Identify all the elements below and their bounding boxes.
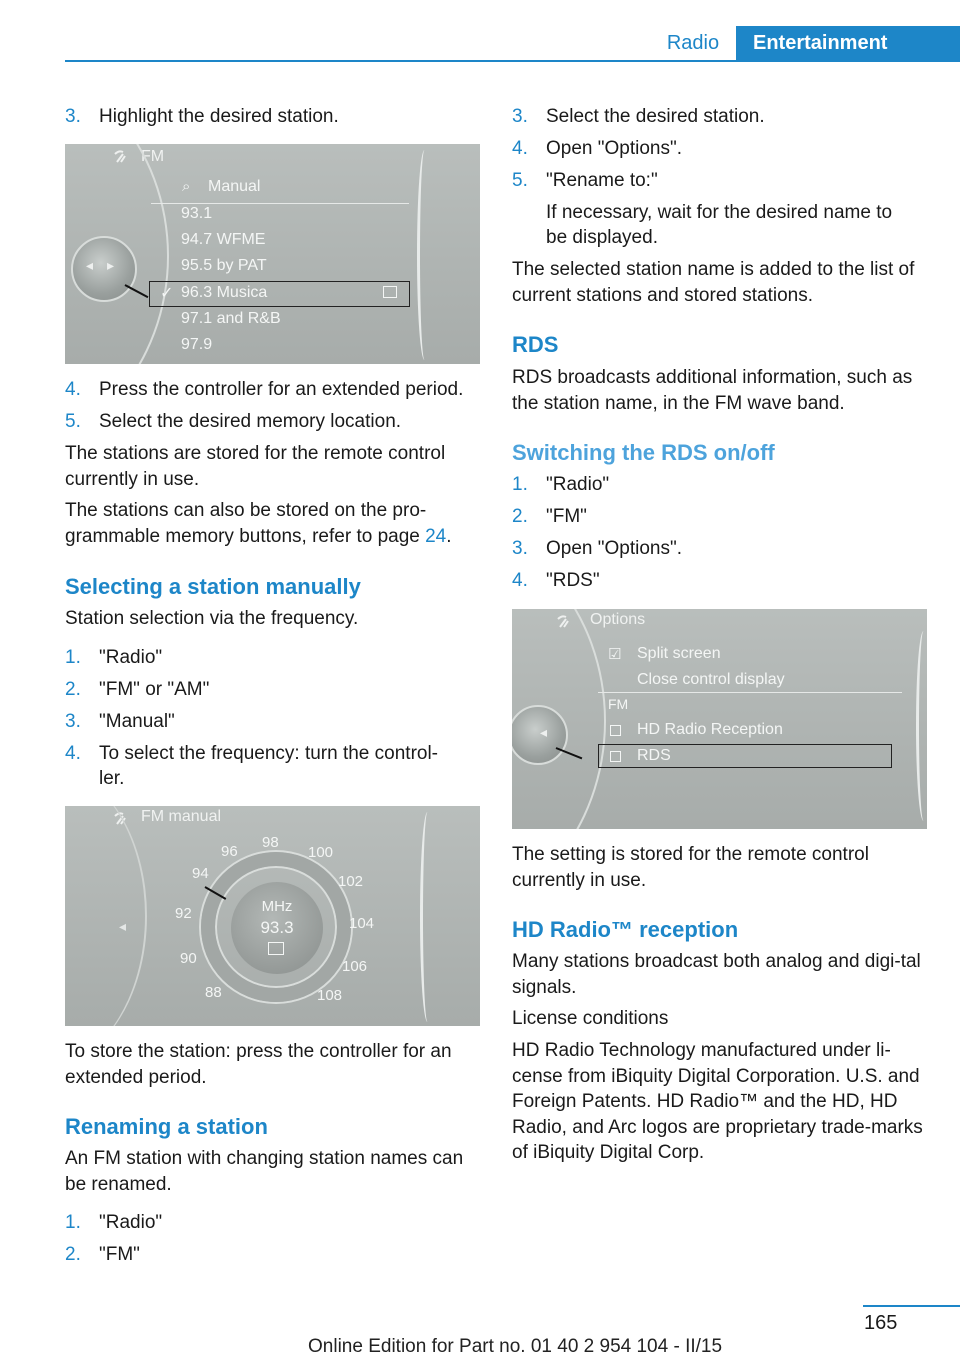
paragraph: Station selection via the frequency.: [65, 608, 359, 629]
tick-label: 90: [180, 950, 197, 967]
station-item[interactable]: 97.1 and R&B: [181, 310, 281, 327]
screen-title: Options: [590, 611, 646, 628]
paragraph: RDS broadcasts additional information, such as the station name, in the FM wave band.: [512, 367, 913, 414]
list-item-manual[interactable]: Manual: [208, 178, 261, 195]
options-menu-screen: [512, 609, 927, 829]
paragraph: The setting is stored for the remote control currently in use.: [512, 844, 869, 891]
page-number: 165: [864, 1312, 898, 1334]
paragraph: To store the station: press the controller for an extended period.: [65, 1041, 452, 1088]
tick-label: 94: [192, 865, 209, 882]
tick-label: 100: [308, 844, 334, 861]
tick-label: 106: [342, 958, 368, 975]
left-arrow-icon: ◂: [119, 918, 127, 934]
page-link[interactable]: 24: [425, 525, 447, 547]
scroll-arc: [417, 150, 432, 360]
section-heading: Renaming a station: [65, 1114, 268, 1139]
controller-knob: [71, 236, 137, 302]
tuning-dial-center: [231, 882, 323, 974]
split-screen-icon: ☑: [608, 646, 622, 663]
paragraph: Many stations broadcast both analog and digi‐tal signals.: [512, 951, 921, 998]
scroll-arc: [916, 631, 927, 821]
menu-item-hd-radio-reception[interactable]: HD Radio Reception: [637, 721, 783, 738]
tick-label: 104: [349, 915, 375, 932]
header-chapter: Entertainment: [736, 26, 960, 60]
screen-title: FM: [141, 148, 165, 165]
tick-label: 88: [205, 984, 222, 1001]
station-item[interactable]: 93.1: [181, 205, 213, 222]
list-item-continuation: be displayed.: [546, 227, 658, 248]
separator: [151, 203, 409, 204]
paragraph: License conditions: [512, 1008, 669, 1029]
station-item[interactable]: 97.9: [181, 336, 213, 353]
screen-title: FM manual: [141, 808, 222, 825]
tick-label: 92: [175, 905, 192, 922]
separator: [598, 692, 902, 693]
footer-edition: Online Edition for Part no. 01 40 2 954 104 - II/15: [308, 1336, 723, 1357]
paragraph: The stations are stored for the remote control currently in use.: [65, 443, 446, 490]
paragraph: The selected station name is added to the list of current stations and stored stations.: [512, 259, 915, 306]
scroll-arc: [420, 812, 435, 1022]
list-item-continuation: ler.: [99, 768, 125, 789]
list-item-continuation: If necessary, wait for the desired name to: [546, 202, 893, 223]
menu-item-close-control-display[interactable]: Close control display: [637, 671, 785, 688]
left-arrow-icon: ◂: [540, 724, 548, 740]
frequency-value: 93.3: [260, 918, 294, 937]
right-arrow-icon: ▸: [107, 257, 115, 273]
station-item[interactable]: 95.5 by PAT: [181, 257, 267, 274]
paragraph: The stations can also be stored on the pro‐grammable memory buttons, refer to page 24.: [65, 500, 452, 547]
tick-label: 98: [262, 834, 279, 851]
tick-label: 96: [221, 843, 238, 860]
paragraph: An FM station with changing station names can be renamed.: [65, 1148, 464, 1195]
store-memory-icon: [268, 942, 284, 955]
side-arc: [65, 806, 147, 1026]
tick-label: 108: [317, 987, 343, 1004]
footer-rule: [863, 1305, 960, 1307]
checkbox-icon[interactable]: [610, 725, 621, 736]
frequency-unit: MHz: [261, 898, 293, 915]
header-rule: [65, 60, 960, 62]
section-heading: RDS: [512, 332, 559, 357]
fm-station-list-screen: [65, 144, 480, 364]
menu-item-rds[interactable]: RDS: [598, 744, 892, 768]
left-arrow-icon: ◂: [86, 257, 94, 273]
subsection-heading: Switching the RDS on/off: [512, 440, 775, 465]
fm-manual-tuner-screen: [65, 806, 480, 1026]
station-item[interactable]: 94.7 WFME: [181, 231, 266, 248]
paragraph: HD Radio Technology manufactured under li‐cense from iBiquity Digital Corporation. U.S. and Foreign Patents. HD Radio™ and the HD, HD Radio, and Arc logos are proprietary trade‐marks of iBiquity Digital Corp.: [512, 1040, 923, 1163]
selected-station-item[interactable]: ✓ 96.3 Musica: [149, 281, 410, 307]
check-icon: ✓: [160, 285, 174, 302]
menu-item-split-screen[interactable]: Split screen: [637, 645, 721, 662]
menu-group-label: FM: [608, 696, 629, 712]
header-section: Radio: [666, 32, 720, 54]
search-icon: ⌕: [182, 178, 191, 195]
checkbox-icon[interactable]: [610, 751, 621, 762]
section-heading: Selecting a station manually: [65, 574, 361, 599]
store-memory-icon: [383, 286, 397, 298]
tick-label: 102: [338, 873, 364, 890]
section-heading: HD Radio™ reception: [512, 917, 739, 942]
